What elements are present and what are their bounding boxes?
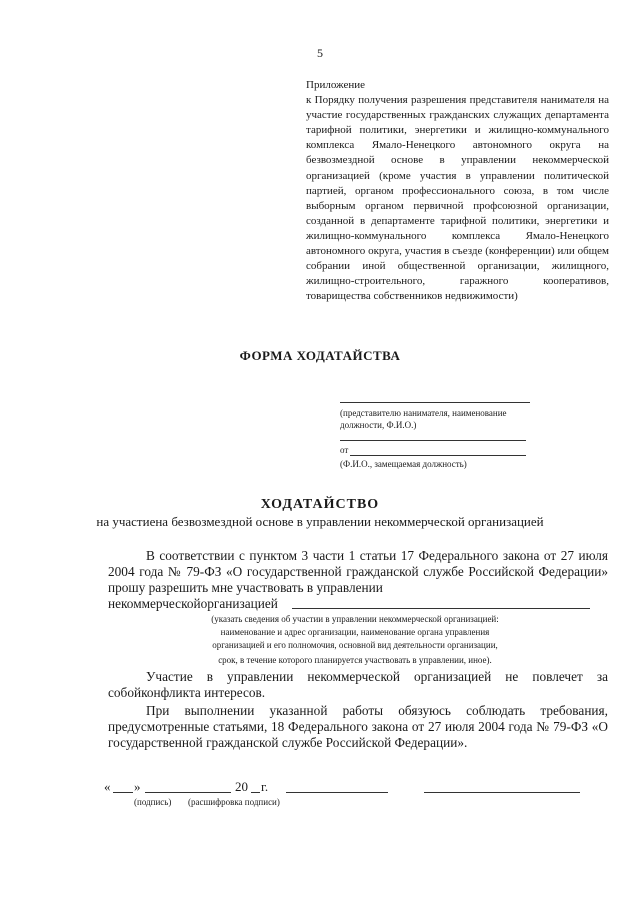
organization-hint-4: срок, в течение которого планируется участвовать в управлении, иное). bbox=[218, 655, 492, 665]
date-day-line bbox=[113, 792, 133, 793]
sender-line bbox=[350, 455, 526, 456]
petition-paragraph-3: При выполнении указанной работы обязуюсь соблюдать требования, предусмотренные статьями, 18 Федерального закона от 27 июля 2004 года № 79-ФЗ «О государственной гражданской службе Российской Федерации». bbox=[108, 703, 608, 750]
decode-line bbox=[424, 792, 580, 793]
organization-hint-2: наименование и адрес организации, наименование органа управления bbox=[220, 627, 490, 637]
organization-hint-1: (указать сведения об участии в управлении некоммерческой организацией: bbox=[211, 614, 499, 624]
date-open-quote: « bbox=[104, 779, 111, 794]
petition-paragraph-1-end: некоммерческойорганизацией bbox=[108, 596, 278, 611]
petition-paragraph-2: Участие в управлении некоммерческой организацией не повлечет за собойконфликта интересов. bbox=[108, 669, 608, 700]
recipient-line-2 bbox=[340, 440, 526, 441]
recipient-line bbox=[340, 402, 530, 403]
year-suffix: г. bbox=[261, 779, 269, 794]
year-line bbox=[251, 792, 260, 793]
date-close-quote: » bbox=[134, 779, 141, 794]
form-title: ФОРМА ХОДАТАЙСТВА bbox=[239, 348, 401, 363]
signature-hint: (подпись) bbox=[134, 797, 172, 807]
appendix-text: к Порядку получения разрешения представителя нанимателя на участие государственных гражданских служащих департамента тарифной политики, энергетики и жилищно-коммунального комплекса Ямало-Ненецкого автономного округа на безвозмездной основе в управлении некоммерческой организацией (кроме участия в управлении политической партией, органом профессионального союза, в том числе выборным органом первичной профсоюзной организации, созданной в департаменте тарифной политики, энергетики и жилищно-коммунального комплекса Ямало-Ненецкого автономного округа, участия в съезде (конференции) или общем собрании иной общественной организации, жилищного, жилищно-строительного, гаражного кооперативов, товарищества собственников недвижимости) bbox=[306, 94, 609, 303]
petition-paragraph-1: В соответствии с пунктом 3 части 1 статьи 17 Федерального закона от 27 июля 2004 года № 79-ФЗ «О государственной гражданской службе Российской Федерации» прошу разрешить мне участвовать в управлении bbox=[108, 548, 608, 595]
appendix-block bbox=[306, 78, 609, 304]
signature-line bbox=[286, 792, 388, 793]
sender-hint: (Ф.И.О., замещаемая должность) bbox=[340, 459, 467, 469]
year-text: 20 bbox=[235, 779, 248, 794]
date-month-line bbox=[145, 792, 231, 793]
organization-line bbox=[292, 608, 590, 609]
decode-hint: (расшифровка подписи) bbox=[188, 797, 280, 807]
petition-subtitle: на участиена безвозмездной основе в управлении некоммерческой организацией bbox=[96, 514, 544, 529]
appendix-title: Приложение bbox=[306, 79, 366, 91]
petition-title: ХОДАТАЙСТВО bbox=[260, 497, 380, 512]
page-number: 5 bbox=[317, 46, 323, 60]
recipient-hint: (представителю нанимателя, наименование должности, Ф.И.О.) bbox=[340, 408, 507, 430]
organization-hint-3: организацией и его полномочия, основной вид деятельности организации, bbox=[212, 640, 498, 650]
from-label: от bbox=[340, 445, 349, 455]
